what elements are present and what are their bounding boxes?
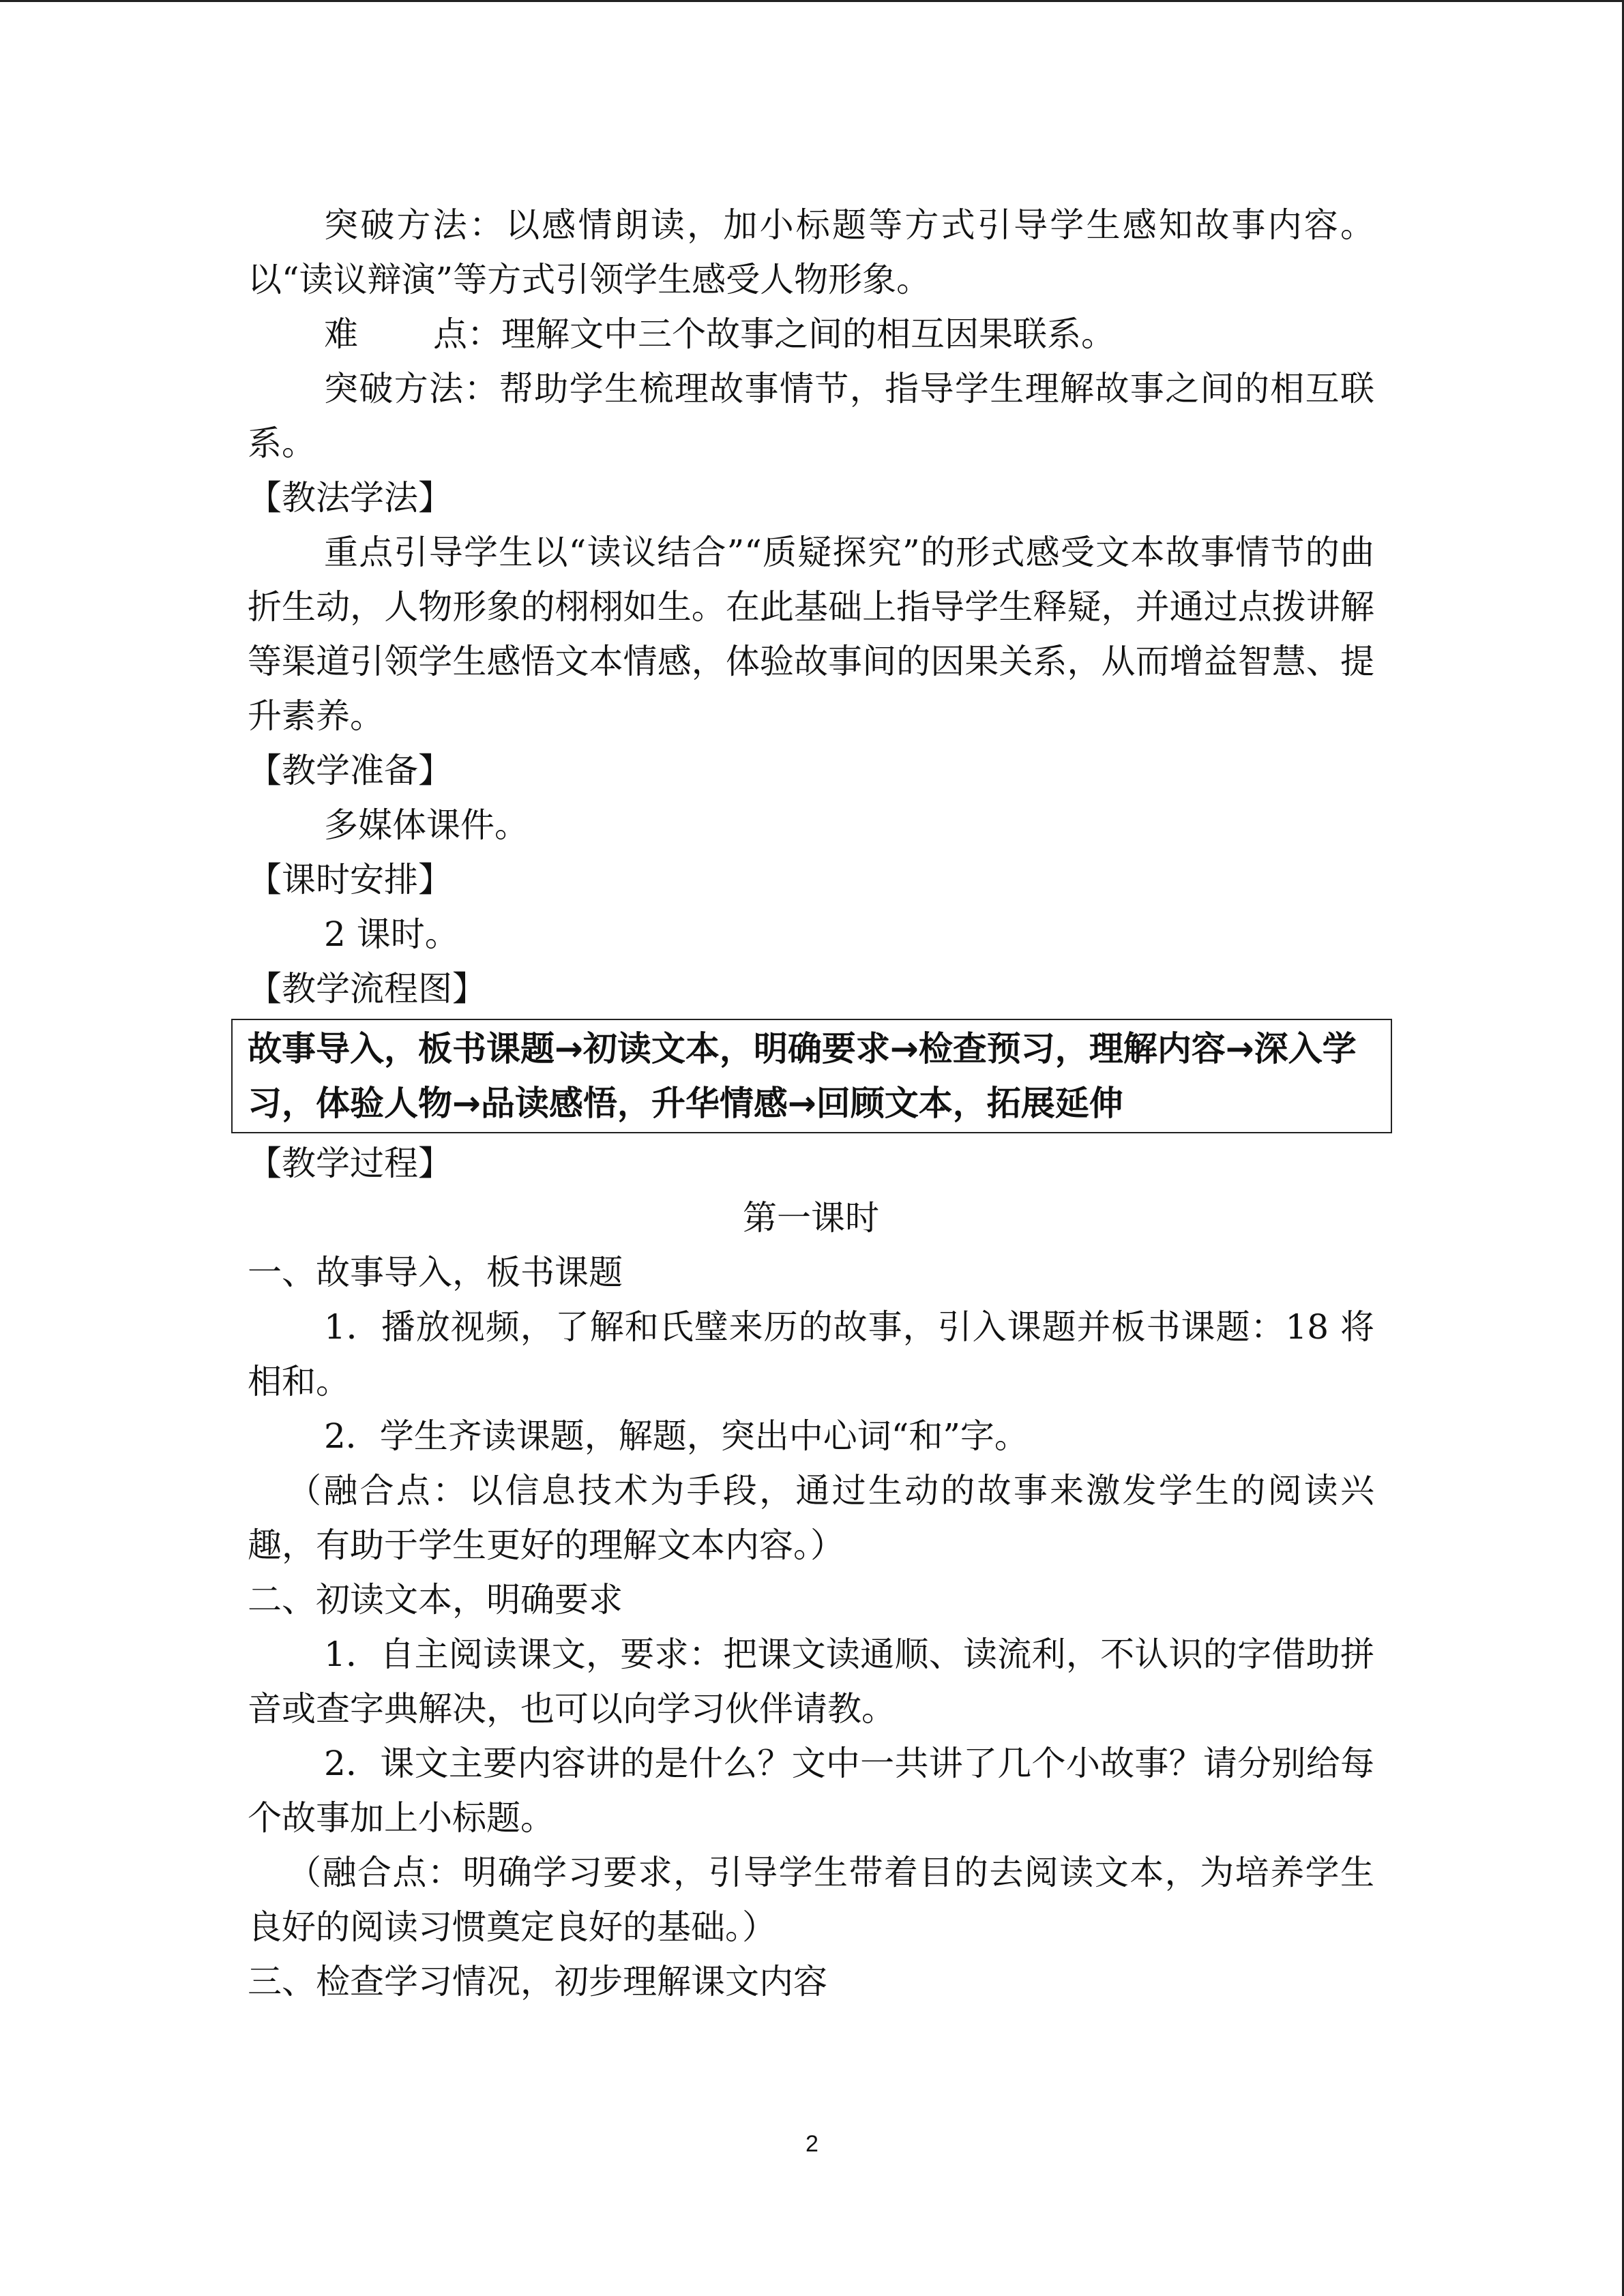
schedule-text: 2 课时。 <box>324 914 459 954</box>
preparation-heading: 【教学准备】 <box>248 751 452 790</box>
difficulty-label-b: 点： <box>433 314 501 354</box>
section-2-item-1: 1．自主阅读课文，要求：把课文读通顺、读流利，不认识的字借助拼音或查字典解决，也可以向学习伙伴请教。 <box>248 1635 1374 1729</box>
preparation-text: 多媒体课件。 <box>324 805 529 845</box>
breakthrough-label: 突破方法： <box>324 369 499 408</box>
breakthrough-method-2 <box>248 361 1374 471</box>
section-1-item-1: 1．播放视频，了解和氏璧来历的故事，引入课题并板书课题：18 将相和。 <box>248 1307 1374 1401</box>
section-2-item-2: 2．课文主要内容讲的是什么？文中一共讲了几个小故事？请分别给每个故事加上小标题。 <box>248 1744 1374 1838</box>
section-3-title: 三、检查学习情况，初步理解课文内容 <box>248 1962 827 2001</box>
breakthrough-label: 突破方法： <box>324 205 506 245</box>
breakthrough-method-1 <box>248 198 1374 307</box>
page-number: 2 <box>806 2131 818 2157</box>
difficulty-point <box>248 307 1374 361</box>
flowchart-heading: 【教学流程图】 <box>248 969 486 1009</box>
section-1-title: 一、故事导入，板书课题 <box>248 1253 623 1292</box>
section-1-note: （融合点：以信息技术为手段，通过生动的故事来激发学生的阅读兴趣，有助于学生更好的理解文本内容。） <box>248 1471 1374 1565</box>
methods-heading: 【教法学法】 <box>248 478 452 518</box>
section-2-note: （融合点：明确学习要求，引导学生带着目的去阅读文本，为培养学生良好的阅读习惯奠定良好的基础。） <box>248 1853 1374 1947</box>
methods-paragraph: 重点引导学生以“读议结合”“质疑探究”的形式感受文本故事情节的曲折生动，人物形象的栩栩如生。在此基础上指导学生释疑，并通过点拨讲解等渠道引领学生感悟文本情感，体验故事间的因果关系，从而增益智慧、提升素养。 <box>248 533 1374 736</box>
process-heading: 【教学过程】 <box>248 1144 452 1183</box>
section-1-item-2: 2．学生齐读课题，解题，突出中心词“和”字。 <box>324 1416 1029 1456</box>
lesson-title: 第一课时 <box>743 1198 879 1238</box>
section-2-title: 二、初读文本，明确要求 <box>248 1580 623 1620</box>
document-body <box>248 198 1374 2009</box>
page-top-border <box>0 0 1624 2</box>
schedule-heading: 【课时安排】 <box>248 860 452 899</box>
flowchart-box: 故事导入，板书课题→初读文本，明确要求→检查预习，理解内容→深入学习，体验人物→品读感悟，升华情感→回顾文本，拓展延伸 <box>231 1019 1392 1133</box>
breakthrough-text: 帮助学生梳理故事情节，指导学生理解故事之间的相互联系。 <box>248 369 1375 463</box>
breakthrough-text: 以感情朗读，加小标题等方式引导学生感知故事内容。以“读议辩演”等方式引领学生感受人物形象。 <box>248 205 1375 299</box>
difficulty-text: 理解文中三个故事之间的相互因果联系。 <box>501 314 1115 354</box>
difficulty-label-a: 难 <box>324 314 358 354</box>
